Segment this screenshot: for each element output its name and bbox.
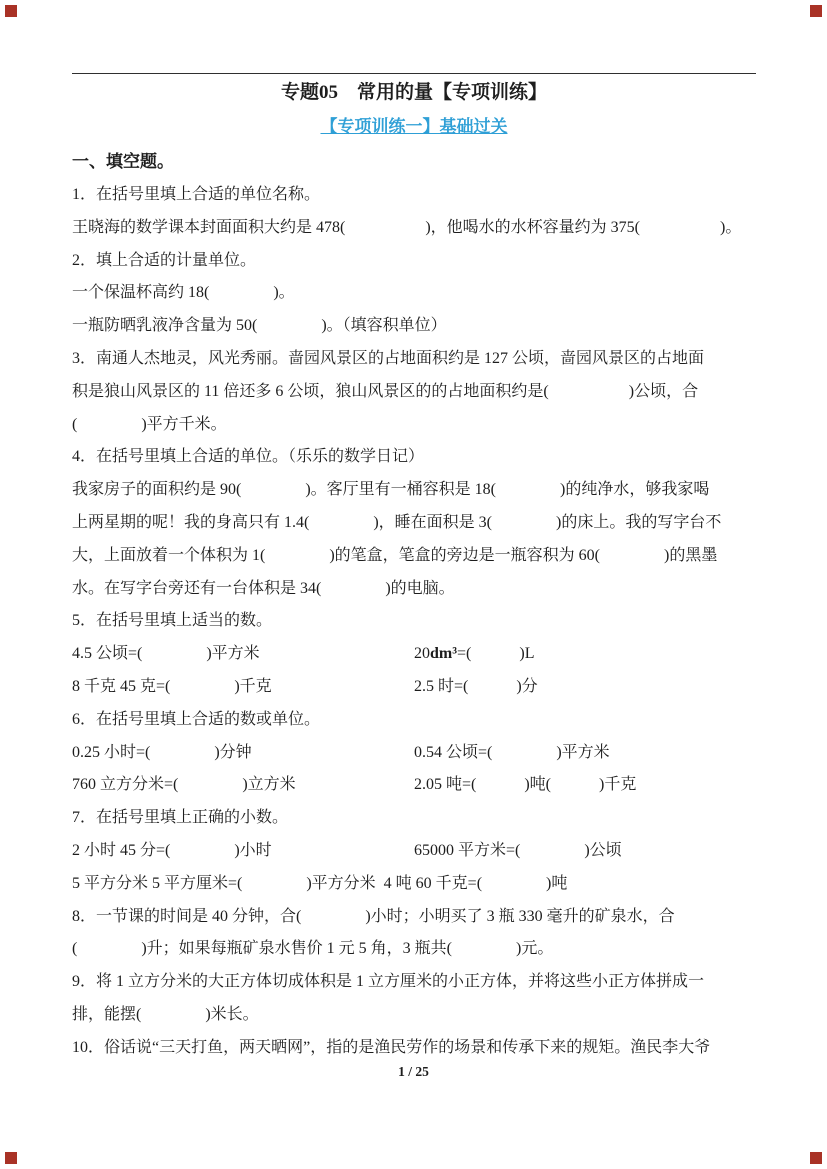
conversion-row <box>72 769 756 802</box>
conversion-right: 65000 平方米=( )公顷 <box>414 841 622 859</box>
corner-mark-bottom-left <box>5 1152 17 1164</box>
conversion-left: 4.5 公顷=( )平方米 <box>72 645 260 663</box>
header-rule <box>72 73 756 74</box>
question-5: 5．在括号里填上适当的数。 <box>72 612 273 630</box>
unit-dm3: dm³ <box>430 645 458 663</box>
question-7: 7．在括号里填上正确的小数。 <box>72 809 289 827</box>
question-8: 8．一节课的时间是 40 分钟，合( )小时；小明买了 3 瓶 330 毫升的矿泉水，合 <box>72 907 675 925</box>
question-line: 上两星期的呢！我的身高只有 1.4( )，睡在面积是 3( )的床上。我的写字台不 <box>72 513 722 531</box>
conversion-right <box>414 638 756 671</box>
corner-mark-bottom-right <box>810 1152 822 1164</box>
value: 20 <box>414 645 430 663</box>
question-6: 6．在括号里填上合适的数或单位。 <box>72 710 321 728</box>
blank: =( )L <box>457 645 535 663</box>
conversion-row: 5 平方分米 5 平方厘米=( )平方分米 4 吨 60 千克=( )吨 <box>72 874 568 892</box>
conversion-left: 2 小时 45 分=( )小时 <box>72 841 272 859</box>
conversion-row <box>72 638 756 671</box>
question-4: 4．在括号里填上合适的单位。（乐乐的数学日记） <box>72 448 425 466</box>
conversion-right: 2.5 时=( )分 <box>414 677 538 695</box>
conversion-left: 0.25 小时=( )分钟 <box>72 743 252 761</box>
conversion-right: 0.54 公顷=( )平方米 <box>414 743 610 761</box>
page-number: 1 / 25 <box>398 1064 429 1079</box>
question-9: 9．将 1 立方分米的大正方体切成体积是 1 立方厘米的小正方体，并将这些小正方体拼成一 <box>72 973 705 991</box>
page-title: 专题05 常用的量【专项训练】 <box>280 82 547 103</box>
question-line: 我家房子的面积约是 90( )。客厅里有一桶容积是 18( )的纯净水，够我家喝 <box>72 481 710 499</box>
question-line: ( )平方千米。 <box>72 415 227 433</box>
question-3: 3．南通人杰地灵，风光秀丽。啬园风景区的占地面积约是 127 公顷，啬园风景区的占地面 <box>72 349 705 367</box>
corner-mark-top-left <box>5 5 17 17</box>
question-line: 一瓶防晒乳液净含量为 50( )。（填容积单位） <box>72 317 447 335</box>
conversion-right: 2.05 吨=( )吨( )千克 <box>414 776 637 794</box>
training-section-link[interactable]: 【专项训练一】基础过关 <box>320 117 508 136</box>
question-line: 水。在写字台旁还有一台体积是 34( )的电脑。 <box>72 579 455 597</box>
question-10: 10．俗话说“三天打鱼，两天晒网”，指的是渔民劳作的场景和传承下来的规矩。渔民李大爷 <box>72 1038 711 1056</box>
subtitle-row <box>72 110 756 145</box>
question-2: 2．填上合适的计量单位。 <box>72 251 257 269</box>
question-list <box>72 179 756 1065</box>
question-line: ( )升；如果每瓶矿泉水售价 1 元 5 角，3 瓶共( )元。 <box>72 940 554 958</box>
question-line: 排，能摆( )米长。 <box>72 1005 259 1023</box>
corner-mark-top-right <box>810 5 822 17</box>
page-content <box>72 76 756 1065</box>
conversion-row <box>72 737 756 770</box>
conversion-row <box>72 671 756 704</box>
question-line: 一个保温杯高约 18( )。 <box>72 284 295 302</box>
conversion-row <box>72 835 756 868</box>
question-1: 1．在括号里填上合适的单位名称。 <box>72 186 321 203</box>
question-line: 积是狼山风景区的 11 倍还多 6 公顷，狼山风景区的的占地面积约是( )公顷，合 <box>72 382 699 400</box>
question-line: 王晓海的数学课本封面面积大约是 478( )，他喝水的水杯容量约为 375( )。 <box>72 218 742 236</box>
section-heading: 一、填空题。 <box>72 152 174 171</box>
conversion-left: 760 立方分米=( )立方米 <box>72 776 296 794</box>
question-line: 大，上面放着一个体积为 1( )的笔盒，笔盒的旁边是一瓶容积为 60( )的黑墨 <box>72 546 718 564</box>
conversion-left: 8 千克 45 克=( )千克 <box>72 677 272 695</box>
